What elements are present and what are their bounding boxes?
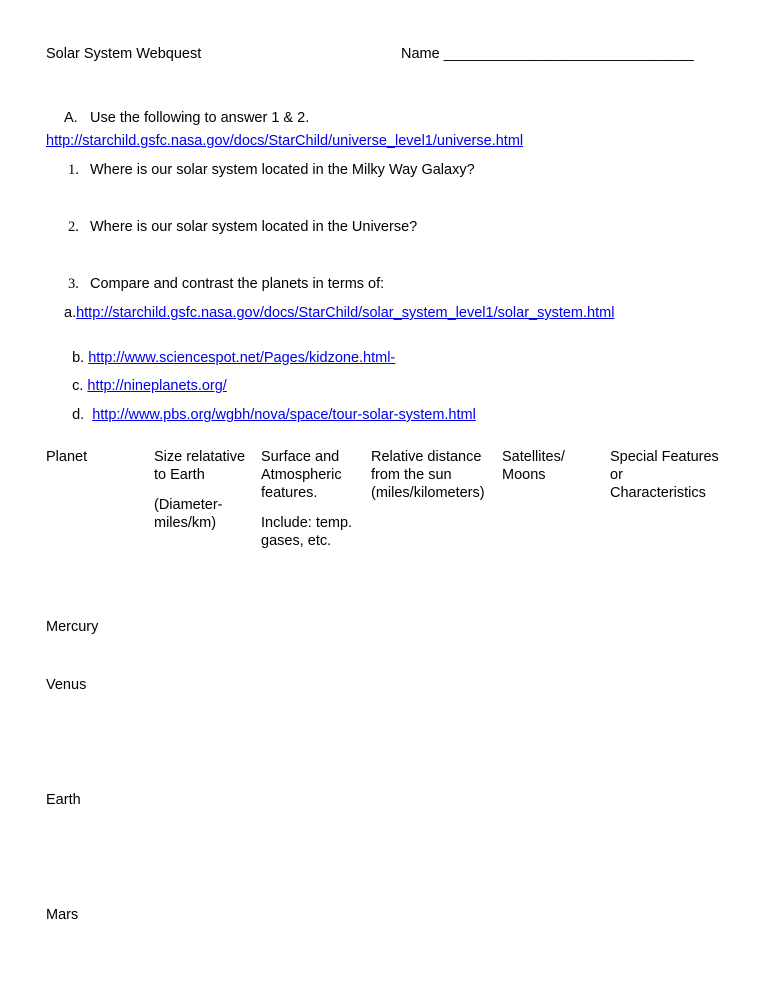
section-a-instruction: Use the following to answer 1 & 2.	[90, 110, 310, 126]
resource-b-url[interactable]: http://www.sciencespot.net/Pages/kidzone.html-	[88, 350, 396, 366]
name-blank: _______________________________	[443, 46, 694, 62]
question-2-text: Where is our solar system located in the Universe?	[90, 219, 418, 235]
header-size	[154, 448, 254, 532]
resource-c-prefix: c.	[72, 378, 88, 394]
resource-link-a[interactable]	[64, 305, 614, 321]
resource-link-d[interactable]	[64, 391, 476, 423]
header-surface-label: Surface and Atmospheric features.	[261, 449, 342, 501]
question-2-number: 2.	[68, 219, 79, 235]
header-satellites: Satellites/ Moons	[502, 449, 565, 483]
resource-a-prefix: a.	[64, 305, 77, 321]
name-field[interactable]	[401, 46, 694, 62]
question-3-text: Compare and contrast the planets in terms of:	[90, 276, 385, 292]
section-a-marker: A.	[64, 110, 78, 126]
header-planet: Planet	[46, 449, 88, 465]
header-size-label: Size relatative to Earth	[154, 449, 246, 483]
header-surface-note: Include: temp. gases, etc.	[261, 515, 353, 549]
question-1-number: 1.	[68, 162, 79, 178]
planet-row-mercury: Mercury	[46, 619, 99, 635]
header-distance: Relative distance from the sun (miles/kilometers)	[371, 449, 485, 501]
resource-a-url[interactable]: http://starchild.gsfc.nasa.gov/docs/StarChild/solar_system_level1/solar_system.html	[76, 305, 615, 321]
resource-d-url[interactable]: http://www.pbs.org/wgbh/nova/space/tour-solar-system.html	[92, 407, 476, 423]
header-surface	[261, 448, 361, 550]
question-3-number: 3.	[68, 276, 79, 292]
planet-row-earth: Earth	[46, 792, 81, 808]
question-1-text: Where is our solar system located in the Milky Way Galaxy?	[90, 162, 475, 178]
planet-row-mars: Mars	[46, 907, 79, 923]
resource-d-prefix: d.	[72, 407, 93, 423]
resource-link-c[interactable]	[64, 362, 227, 394]
universe-link[interactable]: http://starchild.gsfc.nasa.gov/docs/StarChild/universe_level1/universe.html	[46, 133, 524, 149]
document-title: Solar System Webquest	[46, 46, 202, 62]
resource-c-url[interactable]: http://nineplanets.org/	[87, 378, 227, 394]
resource-b-prefix: b.	[72, 350, 89, 366]
header-size-unit: (Diameter-miles/km)	[154, 497, 223, 531]
name-label: Name	[401, 46, 440, 62]
header-special: Special Features or Characteristics	[610, 449, 719, 501]
planet-row-venus: Venus	[46, 677, 87, 693]
